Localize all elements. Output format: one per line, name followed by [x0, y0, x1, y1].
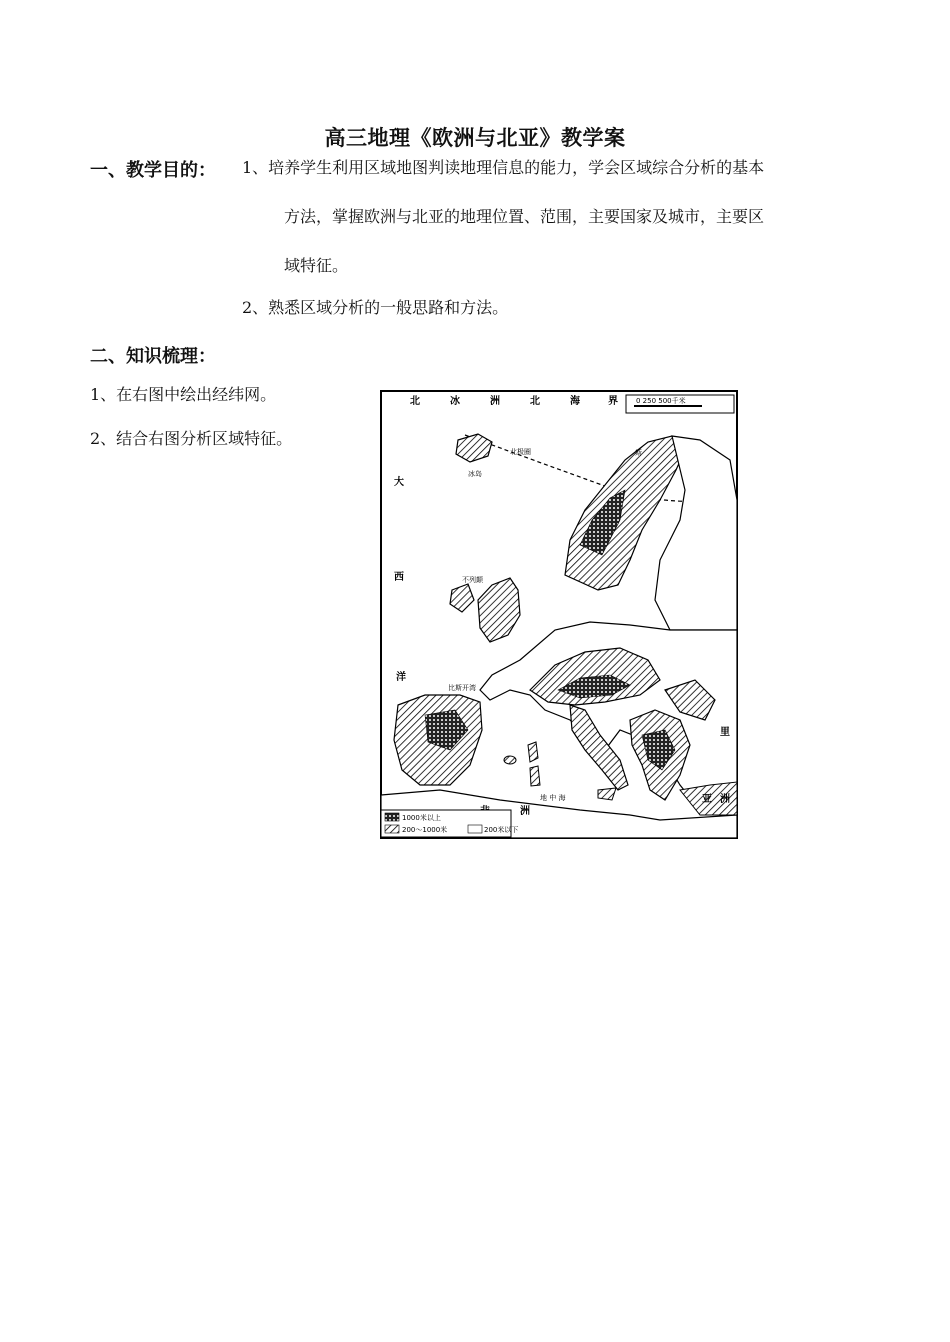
svg-text:西: 西	[394, 572, 404, 583]
section1-heading: 一、教学目的：	[90, 160, 216, 181]
arctic-circle-label: 北极圈	[510, 448, 531, 456]
svg-text:比斯开湾: 比斯开湾	[448, 684, 476, 692]
legend-low-swatch	[468, 825, 482, 833]
svg-text:亚: 亚	[702, 794, 712, 805]
scale-text: 0 250 500千米	[636, 397, 686, 405]
svg-text:不列颠: 不列颠	[462, 576, 483, 584]
goal1-line3: 域特征。	[284, 256, 349, 275]
svg-text:洲: 洲	[720, 794, 730, 805]
svg-text:界: 界	[608, 396, 618, 407]
map-legend	[381, 810, 518, 837]
svg-text:200～1000米: 200～1000米	[402, 826, 448, 834]
svg-text:北: 北	[410, 396, 420, 407]
svg-text:地 中 海: 地 中 海	[540, 794, 566, 802]
svg-text:冰岛: 冰岛	[468, 470, 482, 478]
goal1-line1: 1、培养学生利用区域地图判读地理信息的能力，学会区域综合分析的基本	[242, 158, 765, 177]
svg-text:洋: 洋	[396, 672, 406, 683]
knowledge-item-2: 2、结合右图分析区域特征。	[90, 429, 293, 448]
svg-text:冰: 冰	[450, 396, 460, 407]
svg-text:里: 里	[720, 727, 730, 738]
legend-mid-swatch	[385, 825, 399, 833]
svg-text:北: 北	[530, 396, 540, 407]
balearic-shape	[504, 756, 516, 764]
svg-text:200米以下: 200米以下	[484, 826, 519, 834]
svg-text:斯: 斯	[635, 449, 642, 457]
goal2: 2、熟悉区域分析的一般思路和方法。	[242, 298, 509, 317]
svg-text:大: 大	[394, 477, 404, 488]
svg-text:1000米以上: 1000米以上	[402, 814, 441, 822]
corsica-shape	[528, 742, 538, 762]
section2-heading: 二、知识梳理：	[90, 346, 216, 367]
page-title: 高三地理《欧洲与北亚》教学案	[324, 125, 626, 150]
legend-high-swatch	[385, 813, 399, 821]
svg-text:海: 海	[570, 396, 580, 407]
knowledge-item-1: 1、在右图中绘出经纬网。	[90, 385, 277, 404]
scale-bar	[626, 395, 734, 413]
europe-relief-map	[380, 390, 738, 839]
svg-text:洲: 洲	[490, 396, 500, 407]
sardinia-shape	[530, 766, 540, 786]
svg-text:洲: 洲	[520, 806, 530, 817]
goal1-line2: 方法，掌握欧洲与北亚的地理位置、范围，主要国家及城市，主要区	[284, 207, 765, 226]
